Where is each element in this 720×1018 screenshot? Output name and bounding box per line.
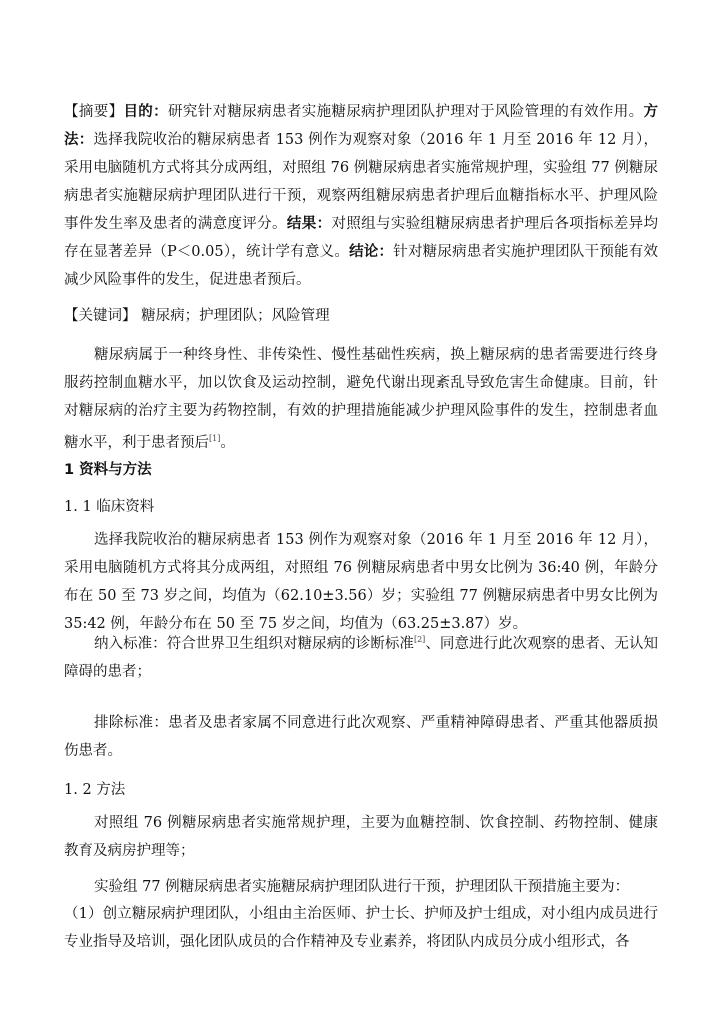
clinical-data-text: 选择我院收治的糖尿病患者 153 例作为观察对象（2016 年 1 月至 2016 年 12 月），采用电脑随机方式将其分成两组，对照组 76 例糖尿病患者中男女比例为 36:40 例，年龄分布在 50 至 73 岁之间，均值为（62.10±3.56）岁；实验组 77 例糖尿病患者中男女比例为 35:42 例，年龄分布在 50 至 75 岁之间，均值为（63.25±3.87）岁。 <box>64 532 658 632</box>
inclusion-reference: [2] <box>413 635 426 644</box>
keywords-paragraph <box>64 302 658 330</box>
abstract-label: 【摘要】 <box>64 104 124 120</box>
exclusion-criteria-paragraph <box>64 709 658 765</box>
clinical-data-paragraph <box>64 526 658 638</box>
conclusion-label: 结论： <box>349 243 394 260</box>
purpose-text: 研究针对糖尿病患者实施糖尿病护理团队护理对于风险管理的有效作用。 <box>168 104 644 120</box>
inclusion-criteria-text: 纳入标准：符合世界卫生组织对糖尿病的诊断标准 <box>94 635 414 652</box>
intro-text: 糖尿病属于一种终身性、非传染性、慢性基础性疾病，换上糖尿病的患者需要进行终身服药控制血糖水平，加以饮食及运动控制，避免代谢出现紊乱导致危害生命健康。目前，针对糖尿病的治疗主要为药物控制，有效的护理措施能减少护理风险事件的发生，控制患者血糖水平，利于患者预后 <box>64 347 658 451</box>
method-text: 选择我院收治的糖尿病患者 153 例作为观察对象（2016 年 1 月至 2016 年 12 月），采用电脑随机方式将其分成两组，对照组 76 例糖尿病患者实施常规护理，实验组 77 例糖尿病患者实施糖尿病护理团队进行干预，观察两组糖尿病患者护理后血糖指标水平、护理风险事件发生率及患者的满意度评分。 <box>64 132 658 232</box>
method-label: 方法： <box>64 103 658 148</box>
conclusion-text: 针对糖尿病患者实施护理团队干预能有效减少风险事件的发生，促进患者预后。 <box>64 244 659 288</box>
result-label: 结果： <box>286 215 332 232</box>
keywords-text: 糖尿病；护理团队；风险管理 <box>136 308 330 324</box>
abstract-paragraph <box>64 98 658 294</box>
section-1-heading: 1 资料与方法 <box>64 462 152 478</box>
control-group-paragraph <box>64 809 658 865</box>
inclusion-criteria-paragraph <box>64 626 658 686</box>
keywords-label: 【关键词】 <box>64 308 137 324</box>
inclusion-criteria-text-end: 、同意进行此次观察的患者、无认知障碍的患者； <box>64 635 659 680</box>
subsection-1-2-heading: 1. 2 方法 <box>64 782 126 798</box>
measure-1-paragraph <box>64 900 658 956</box>
experimental-group-paragraph <box>64 873 658 901</box>
measure-1-text: （1）创立糖尿病护理团队，小组由主治医师、护士长、护师及护士组成，对小组内成员进行专业指导及培训，强化团队成员的合作精神及专业素养，将团队内成员分成小组形式，各 <box>64 906 658 950</box>
result-text: 对照组与实验组糖尿病患者护理后各项指标差异均存在显著差异（P＜0.05），统计学有意义。 <box>64 216 659 260</box>
experimental-group-text: 实验组 77 例糖尿病患者实施糖尿病护理团队进行干预，护理团队干预措施主要为： <box>94 879 630 895</box>
intro-end: 。 <box>220 434 235 451</box>
control-group-text: 对照组 76 例糖尿病患者实施常规护理，主要为血糖控制、饮食控制、药物控制、健康教育及病房护理等； <box>64 815 658 859</box>
intro-paragraph <box>64 341 658 457</box>
purpose-label: 目的： <box>123 103 169 120</box>
intro-reference: [1] <box>209 434 221 443</box>
subsection-1-1-heading: 1. 1 临床资料 <box>64 499 155 515</box>
exclusion-criteria-text: 排除标准：患者及患者家属不同意进行此次观察、严重精神障碍患者、严重其他器质损伤患者。 <box>64 715 658 759</box>
